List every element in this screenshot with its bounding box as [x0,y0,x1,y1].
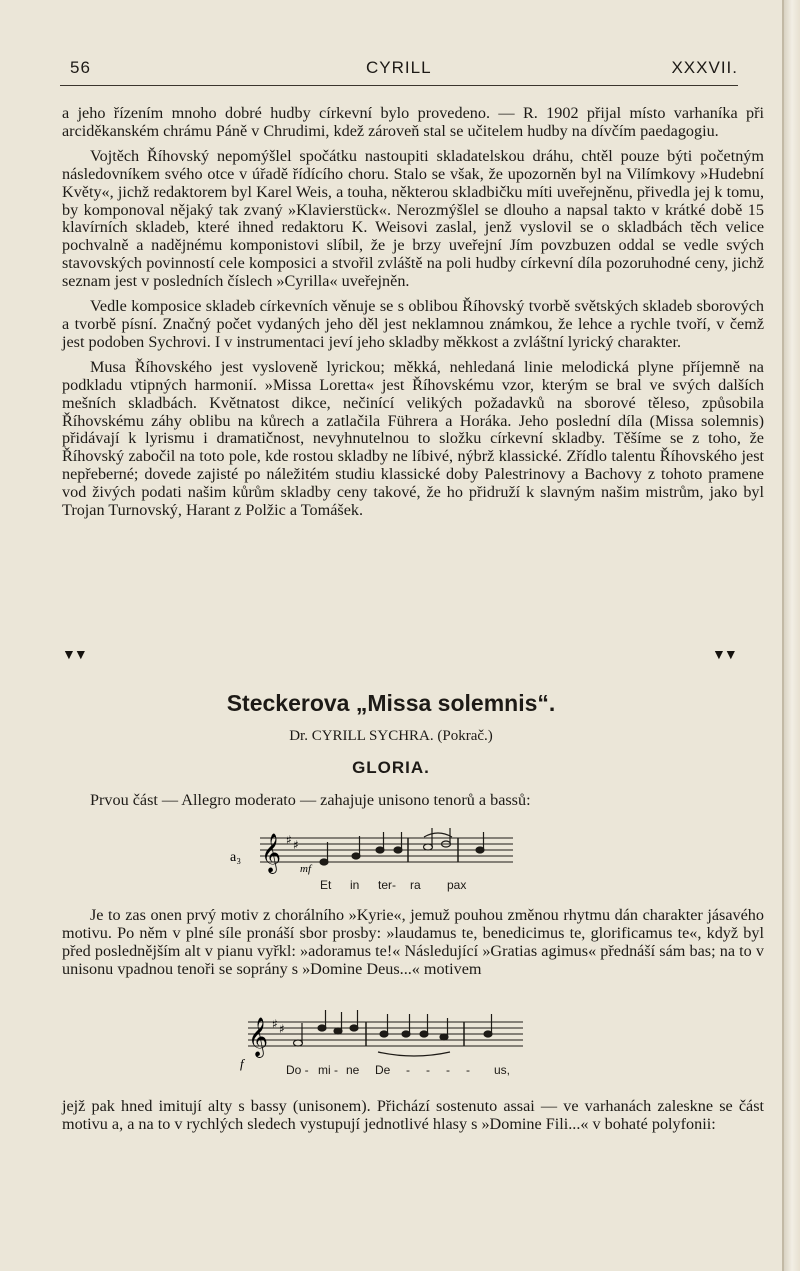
lyric-5: pax [447,878,467,892]
intro-line [62,792,764,810]
page-edge [782,0,800,1271]
paragraph-5: Prvou část — Allegro moderato — zahajuje unisono tenorů a bassů: [90,791,531,809]
paragraph-2: Vojtěch Říhovský nepomýšlel spočátku nastoupiti skladatelskou dráhu, chtěl pouze býti početným následovníkem svého otce v úřadě řídícího choru. Stalo se však, že upozorněn byl na Vilímkovy »Hudební Květy«, jichž redaktorem byl Karel Weis, a touha, některou skladbičku míti uveřejněnu, přivedla jej k tomu, by komponoval nějaký tak zvaný »Klavierstück«. Nerozmýšlel se dlouho a napsal takto v krátké době 15 klavírních skladeb, které ihned redaktoru K. Weisovi zaslal, jenž vyslovil se o skladbách těch velice pochvalně a nadějnému komponistovi slíbil, že je brzy uveřejní Jím povzbuzen oddal se vedle svých stavovských povinností cele komposici a stvořil zvláště na poli hudby církevní díla pozoruhodné ceny, jichž seznam jest v posledních číslech »Cyrilla« uveřejněn. [62,146,764,291]
lyric-9: us, [494,1063,511,1077]
body-text-middle [62,907,764,979]
body-text-bottom [62,1098,764,1134]
treble-clef-icon: 𝄞 [248,1017,269,1057]
body-text-top [62,105,764,520]
lyric-3: ter- [378,878,396,892]
sharp-icon: ♯ [286,833,292,847]
lyric-2: in [350,878,360,892]
lyric-4: De [375,1063,391,1077]
sharp-icon: ♯ [293,838,299,852]
ornament-right: ▼▼ [712,648,736,663]
lyric-2: mi - [318,1063,338,1077]
page-header [60,58,738,84]
paragraph-7: jejž pak hned imitují alty s bassy (unisonem). Přichází sostenuto assai — ve varhanách zaleskne se část motivu a, a na to v rychlých sledech vystupují jednotlivé hlasy s »Domine Fili...« v bohaté polyfonii: [62,1097,764,1133]
header-rule [60,85,738,86]
paragraph-3: Vedle komposice skladeb církevních věnuje se s oblibou Říhovský tvorbě světských skladeb sborových a tvorbě písní. Značný počet vydaných jeho děl jest neklamnou známkou, že lehce a rychle tvoří, v čemž jest podoben Sychrovi. I v instrumentaci jeví jeho skladby měkkost a zvláštní lyrický charakter. [62,297,764,351]
page-number: 56 [70,58,91,77]
article-author: Dr. CYRILL SYCHRA. (Pokrač.) [289,728,493,744]
treble-clef-icon: 𝄞 [261,833,282,873]
article-title: Steckerova „Missa solemnis“. [226,690,556,716]
paragraph-1: a jeho řízením mnoho dobré hudby církevní bylo provedeno. — R. 1902 přijal místo varhaníka při arciděkanském chrámu Páně v Chrudimi, kdež zároveň stal se učitelem hudby na dívčím paedagogiu. [62,104,764,140]
sharp-icon: ♯ [279,1022,285,1036]
ornament-left: ▼▼ [62,648,86,663]
voice-label: a₃ [230,850,242,865]
lyric-6: - [426,1063,430,1077]
lyric-3: ne [346,1063,360,1077]
lyric-7: - [446,1063,450,1077]
lyric-5: - [406,1063,410,1077]
lyric-4: ra [410,878,421,892]
running-title: CYRILL [366,58,432,77]
paragraph-6: Je to zas onen prvý motiv z chorálního »Kyrie«, jemuž pouhou změnou rhytmu dán charakter jásavého motivu. Po něm v plné síle pronáší sbor prosby: »laudamus te, benedicimus te, glorificamus te«, když byl před poslednějším alt v pianu vyřkl: »adoramus te!« Následující »Gratias agimus« přednáší sám bas; na to v unisonu vpadnou tenoři se soprány s »Domine Deus...« motivem [62,906,764,978]
volume-number: XXXVII. [671,58,738,77]
section-heading: GLORIA. [352,758,430,777]
paragraph-4: Musa Říhovského jest vysloveně lyrickou; měkká, nehledaná linie melodická plyne příjemně na podkladu vtipných harmonií. »Missa Loretta« jest Říhovskému vzor, kterým se bral ve svých dalších mešních skladbách. Květnatost dikce, nečinící velikých požadavků na sborové těleso, způsobila Říhovskému záhy oblibu na kůrech a zatlačila Führera a Horáka. Jeho poslední díla (Missa solemnis) přidávají k lyrismu i dramatičnost, nevyhnutelnou to složku církevní skladby. Těšíme se z toho, že Říhovský zabočil na toto pole, kde rostou skladby ne líbivé, nýbrž klassické. Zřídlo talentu Říhovského jest nepřeberné; dovede zajisté po náležitém studiu klassické doby Palestrinovy a Bachovy z tohoto pramene vod živých podati našim kůrům skladby ceny takové, že ho přidruží k slavným našim mistrům, jako byl Trojan Turnovský, Harant z Polžic a Tomášek. [62,357,764,520]
lyric-1: Do - [286,1063,309,1077]
sharp-icon: ♯ [272,1017,278,1031]
lyric-8: - [466,1063,470,1077]
lyric-1: Et [320,878,332,892]
dynamic-mark: mf [300,863,311,875]
dynamic-mark: f [240,1056,244,1071]
